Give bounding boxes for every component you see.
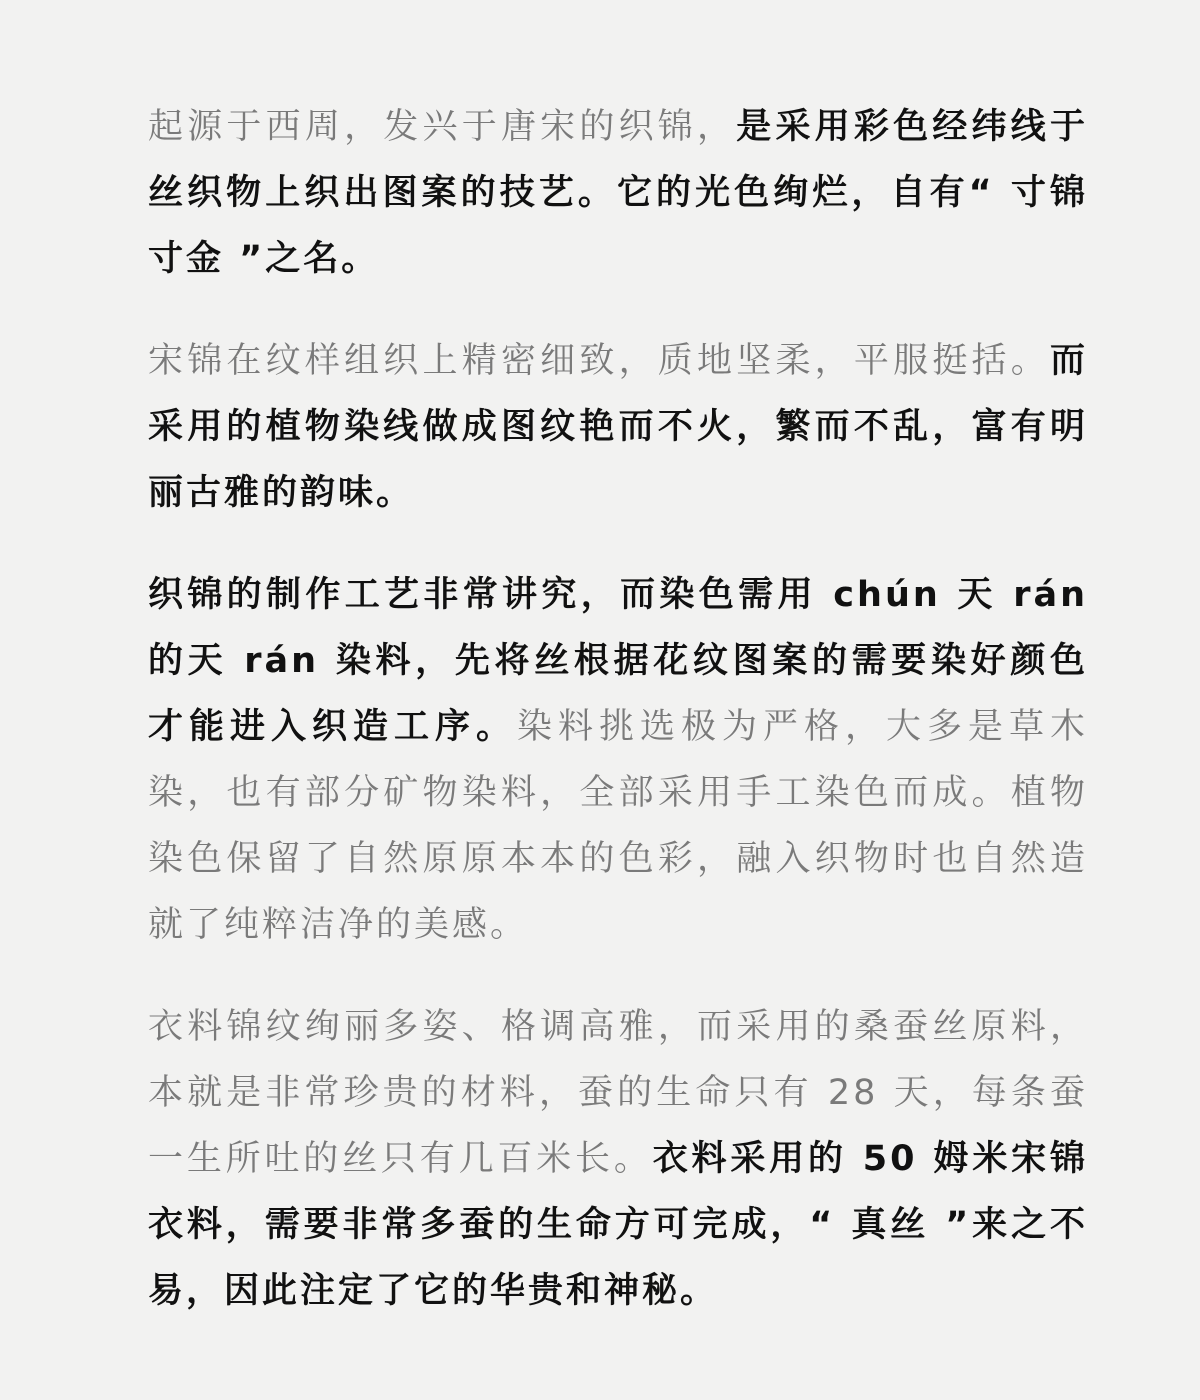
article-body — [148, 94, 1088, 1360]
paragraph-dyeing-highlight: 织锦的制作工艺非常讲究，而染色需用 chún 天 rán 的天 rán 染料，先将丝根据花纹图案的需要染好颜色才能进入织造工序。 — [148, 575, 1088, 747]
paragraph-origin-intro: 起源于西周，发兴于唐宋的织锦， — [148, 107, 737, 147]
paragraph-origin-highlight: 是采用彩色经纬线于丝织物上织出图案的技艺。它的光色绚烂，自有“ 寸锦寸金 ”之名。 — [148, 107, 1088, 279]
paragraph-song-brocade — [148, 328, 1088, 526]
paragraph-silk — [148, 994, 1088, 1324]
paragraph-silk-highlight: 衣料采用的 50 姆米宋锦衣料，需要非常多蚕的生命方可完成，“ 真丝 ”来之不易，因此注定了它的华贵和神秘。 — [148, 1139, 1088, 1311]
paragraph-song-brocade-highlight: 而采用的植物染线做成图纹艳而不火，繁而不乱，富有明丽古雅的韵味。 — [148, 341, 1088, 513]
paragraph-dyeing-detail: 染料挑选极为严格，大多是草木染，也有部分矿物染料，全部采用手工染色而成。植物染色保留了自然原原本本的色彩，融入织物时也自然造就了纯粹洁净的美感。 — [148, 707, 1088, 945]
paragraph-origin — [148, 94, 1088, 292]
paragraph-dyeing — [148, 562, 1088, 958]
paragraph-silk-intro: 衣料锦纹绚丽多姿、格调高雅，而采用的桑蚕丝原料，本就是非常珍贵的材料，蚕的生命只有 28 天，每条蚕一生所吐的丝只有几百米长。 — [148, 1007, 1088, 1179]
paragraph-song-brocade-intro: 宋锦在纹样组织上精密细致，质地坚柔，平服挺括。 — [148, 341, 1050, 381]
